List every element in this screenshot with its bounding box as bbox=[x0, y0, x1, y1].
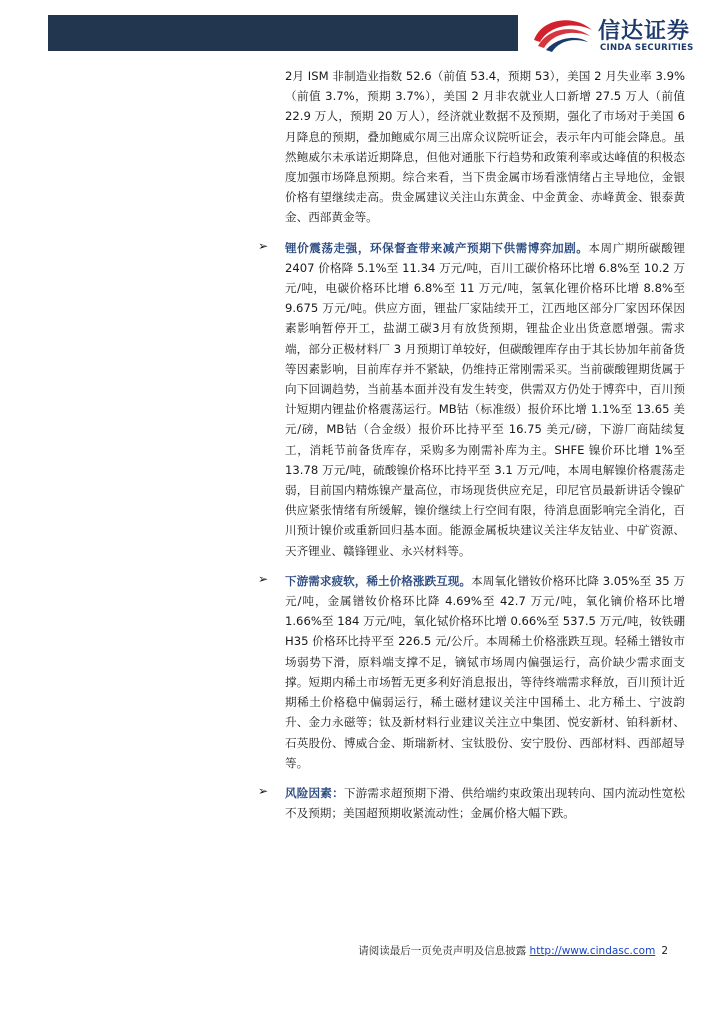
brand-logo bbox=[528, 10, 708, 58]
section-text: 本周氧化镨钕价格环比降 3.05%至 35 万元/吨，金属镨钕价格环比降 4.69%至 42.7 万元/吨，氧化镝价格环比增 1.66%至 184 万元/吨，氧化铽价格环比增 0.66%至 537.5 万元/吨，钕铁硼 H35 价格环比持平至 226.5 元/公斤。本周稀土价格涨跌互现。轻稀土镨钕市场弱势下滑，原料端支撑不足，镝铽市场周内偏强运行，高价缺少需求面支撑。短期内稀土市场暂无更多利好消息报出，等待终端需求释放，百川预计近期稀土价格稳中偏弱运行，稀土磁材建议关注中国稀土、北方稀土、宁波韵升、金力永磁等；钛及新材料行业建议关注立中集团、悦安新材、铂科新材、石英股份、博威合金、斯瑞新材、宝钛股份、安宁股份、西部材料、西部超导等。 bbox=[285, 573, 685, 770]
section-rare-earth bbox=[253, 571, 685, 773]
report-body bbox=[253, 66, 685, 833]
section-paragraph bbox=[285, 783, 685, 823]
section-lithium bbox=[253, 238, 685, 561]
header-banner bbox=[48, 15, 518, 51]
arrow-bullet-icon: ➢ bbox=[258, 571, 269, 586]
brand-name-en: CINDA SECURITIES bbox=[600, 43, 694, 53]
page-footer bbox=[358, 943, 668, 958]
section-heading: 锂价震荡走强，环保督查带来减产预期下供需博弈加剧。 bbox=[285, 240, 589, 255]
brand-name-cn: 信达证券 bbox=[598, 19, 691, 44]
website-link[interactable]: http://www.cindasc.com bbox=[529, 945, 656, 957]
page-number: 2 bbox=[661, 945, 668, 957]
section-heading: 风险因素： bbox=[285, 785, 344, 800]
disclaimer-text: 请阅读最后一页免责声明及信息披露 bbox=[358, 945, 530, 957]
arrow-bullet-icon: ➢ bbox=[258, 783, 269, 798]
arrow-bullet-icon: ➢ bbox=[258, 238, 269, 253]
section-paragraph bbox=[285, 238, 685, 561]
section-heading: 下游需求疲软，稀土价格涨跌互现。 bbox=[285, 573, 472, 588]
cinda-emblem-icon bbox=[528, 10, 596, 54]
lead-paragraph: 2月 ISM 非制造业指数 52.6（前值 53.4，预期 53），美国 2 月失业率 3.9%（前值 3.7%，预期 3.7%），美国 2 月非农就业人口新增 27.5 万人（前值 22.9 万人，预期 20 万人），经济就业数据不及预期，强化了市场对于美国 6 月降息的预期，叠加鲍威尔周三出席众议院听证会，表示年内可能会降息。虽然鲍威尔未承诺近期降息，但他对通胀下行趋势和政策利率或达峰值的积极态度加强市场降息预期。综合来看，当下贵金属市场看涨情绪占主导地位，金银价格有望继续走高。贵金属建议关注山东黄金、中金黄金、赤峰黄金、银泰黄金、西部黄金等。 bbox=[285, 69, 685, 225]
section-paragraph bbox=[285, 571, 685, 773]
section-text: 下游需求超预期下滑、供给端约束政策出现转向、国内流动性宽松不及预期；美国超预期收紧流动性；金属价格大幅下跌。 bbox=[285, 785, 685, 821]
section-risk-factors bbox=[253, 783, 685, 823]
section-text: 本周广期所碳酸锂 2407 价格降 5.1%至 11.34 万元/吨，百川工碳价格环比增 6.8%至 10.2 万元/吨，电碳价格环比增 6.8%至 11 万元/吨，氢氧化锂价格环比增 8.8%至 9.675 万元/吨。供应方面，锂盐厂家陆续开工，江西地区部分厂家因环保因素影响暂停开工，盐湖工碳3月有放货预期，锂盐企业出货意愿增强。需求端，部分正极材料厂 3 月预期订单较好，但碳酸锂库存由于其长协加年前备货等因素影响，目前库存并不紧缺，仍维持正常刚需采买。当前碳酸锂期货属于向下回调趋势，当前基本面并没有发生转变，供需双方仍处于博弈中，百川预计短期内锂盐价格震荡运行。MB钴（标准级）报价环比增 1.1%至 13.65 美元/磅，MB钴（合金级）报价环比持平至 16.75 美元/磅，下游厂商陆续复工，消耗节前备货库存，采购多为刚需补库为主。SHFE 镍价环比增 1%至 13.78 万元/吨，硫酸镍价格环比持平至 3.1 万元/吨，本周电解镍价格震荡走弱，目前国内精炼镍产量高位，市场现货供应充足，印尼官员最新讲话令镍矿供应紧张情绪有所缓解，镍价继续上行空间有限，待消息面影响完全消化，百川预计镍价或重新回归基本面。能源金属板块建议关注华友钴业、中矿资源、天齐锂业、赣锋锂业、永兴材料等。 bbox=[285, 240, 685, 558]
